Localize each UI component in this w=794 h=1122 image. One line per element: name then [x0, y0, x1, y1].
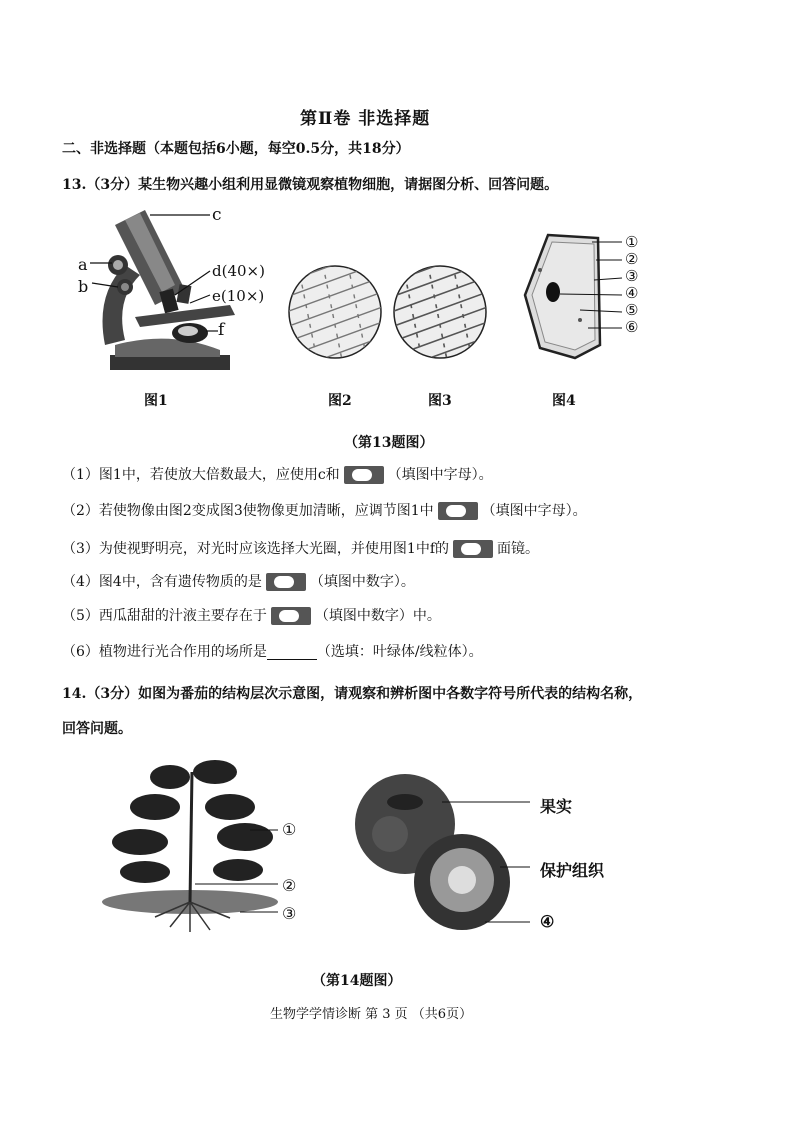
fig4-label-3: ③: [625, 267, 639, 285]
q13-item-4-post: （填图中数字）。: [309, 574, 415, 590]
answer-blank-3[interactable]: [453, 540, 493, 558]
answer-blank-4[interactable]: [266, 573, 306, 591]
q13-item-2: [62, 500, 587, 520]
section-header: 二、非选择题（本题包括6小题，每空0.5分，共18分）: [62, 141, 410, 157]
q13-item-1-text: （1）图1中，若使放大倍数最大，应使用c和: [62, 467, 340, 483]
fig1-label-f: f: [218, 320, 225, 340]
q13-item-5-post: （填图中数字）中。: [314, 608, 441, 624]
page-title: 第Ⅱ卷 非选择题: [300, 109, 431, 129]
q13-item-6: [62, 641, 483, 661]
fig4-label-1: ①: [625, 233, 639, 251]
fig4-label-2: ②: [625, 250, 639, 268]
q13-item-3-post: 面镜。: [497, 541, 539, 557]
page-footer: 生物学学情诊断 第 3 页 （共6页）: [270, 1007, 473, 1022]
fruit-label-4: ④: [540, 912, 555, 931]
fig4-label-5: ⑤: [625, 301, 639, 319]
answer-blank-6[interactable]: [267, 645, 317, 660]
cell-views-figure: [288, 265, 488, 365]
plant-label-3: ③: [282, 904, 297, 923]
answer-blank-1[interactable]: [344, 466, 384, 484]
q13-item-2-text: （2）若使物像由图2变成图3使物像更加清晰，应调节图1中: [62, 503, 434, 519]
fig1-label-c: c: [212, 205, 222, 225]
q13-item-4-text: （4）图4中，含有遗传物质的是: [62, 574, 262, 590]
fig1-label-d: d(40×): [212, 262, 265, 280]
q13-figure-caption: （第13题图）: [344, 435, 434, 451]
fig2-caption: 图2: [328, 393, 352, 409]
plant-label-2: ②: [282, 876, 297, 895]
fruit-label: 果实: [540, 797, 573, 816]
fig4-caption: 图4: [552, 393, 576, 409]
q13-item-5: [62, 605, 441, 625]
tissue-label: 保护组织: [540, 861, 605, 880]
q13-item-5-text: （5）西瓜甜甜的汁液主要存在于: [62, 608, 267, 624]
fig4-label-4: ④: [625, 284, 639, 302]
q13-item-3: [62, 538, 539, 558]
q14-figure-caption: （第14题图）: [312, 973, 402, 989]
q13-item-6-post: （选填：叶绿体/线粒体）。: [316, 644, 483, 660]
plant-label-1: ①: [282, 820, 297, 839]
answer-blank-5[interactable]: [271, 607, 311, 625]
fig3-caption: 图3: [428, 393, 452, 409]
fig4-label-6: ⑥: [625, 318, 639, 336]
tomato-plant-figure: [100, 752, 300, 937]
q13-item-6-text: （6）植物进行光合作用的场所是: [62, 644, 267, 660]
answer-blank-2[interactable]: [438, 502, 478, 520]
fig4-labels: [625, 234, 638, 336]
q13-item-3-text: （3）为使视野明亮，对光时应该选择大光圈，并使用图1中f的: [62, 541, 449, 557]
q13-item-1-post: （填图中字母）。: [387, 467, 493, 483]
q13-item-1: [62, 464, 493, 484]
q13-stem: 13.（3分）某生物兴趣小组利用显微镜观察植物细胞，请据图分析、回答问题。: [62, 177, 559, 193]
tomato-fruit-figure: [350, 772, 550, 947]
q14-stem-line1: 14.（3分）如图为番茄的结构层次示意图，请观察和辨析图中各数字符号所代表的结构名称，: [62, 686, 643, 702]
plant-cell-figure: [520, 230, 660, 365]
q13-item-4: [62, 571, 415, 591]
q14-stem-line2: 回答问题。: [62, 721, 132, 737]
fig1-label-a: a: [78, 255, 88, 274]
q13-item-2-post: （填图中字母）。: [481, 503, 587, 519]
fig1-label-e: e(10×): [212, 287, 265, 305]
fig1-label-b: b: [78, 277, 89, 296]
fig1-caption: 图1: [144, 393, 168, 409]
